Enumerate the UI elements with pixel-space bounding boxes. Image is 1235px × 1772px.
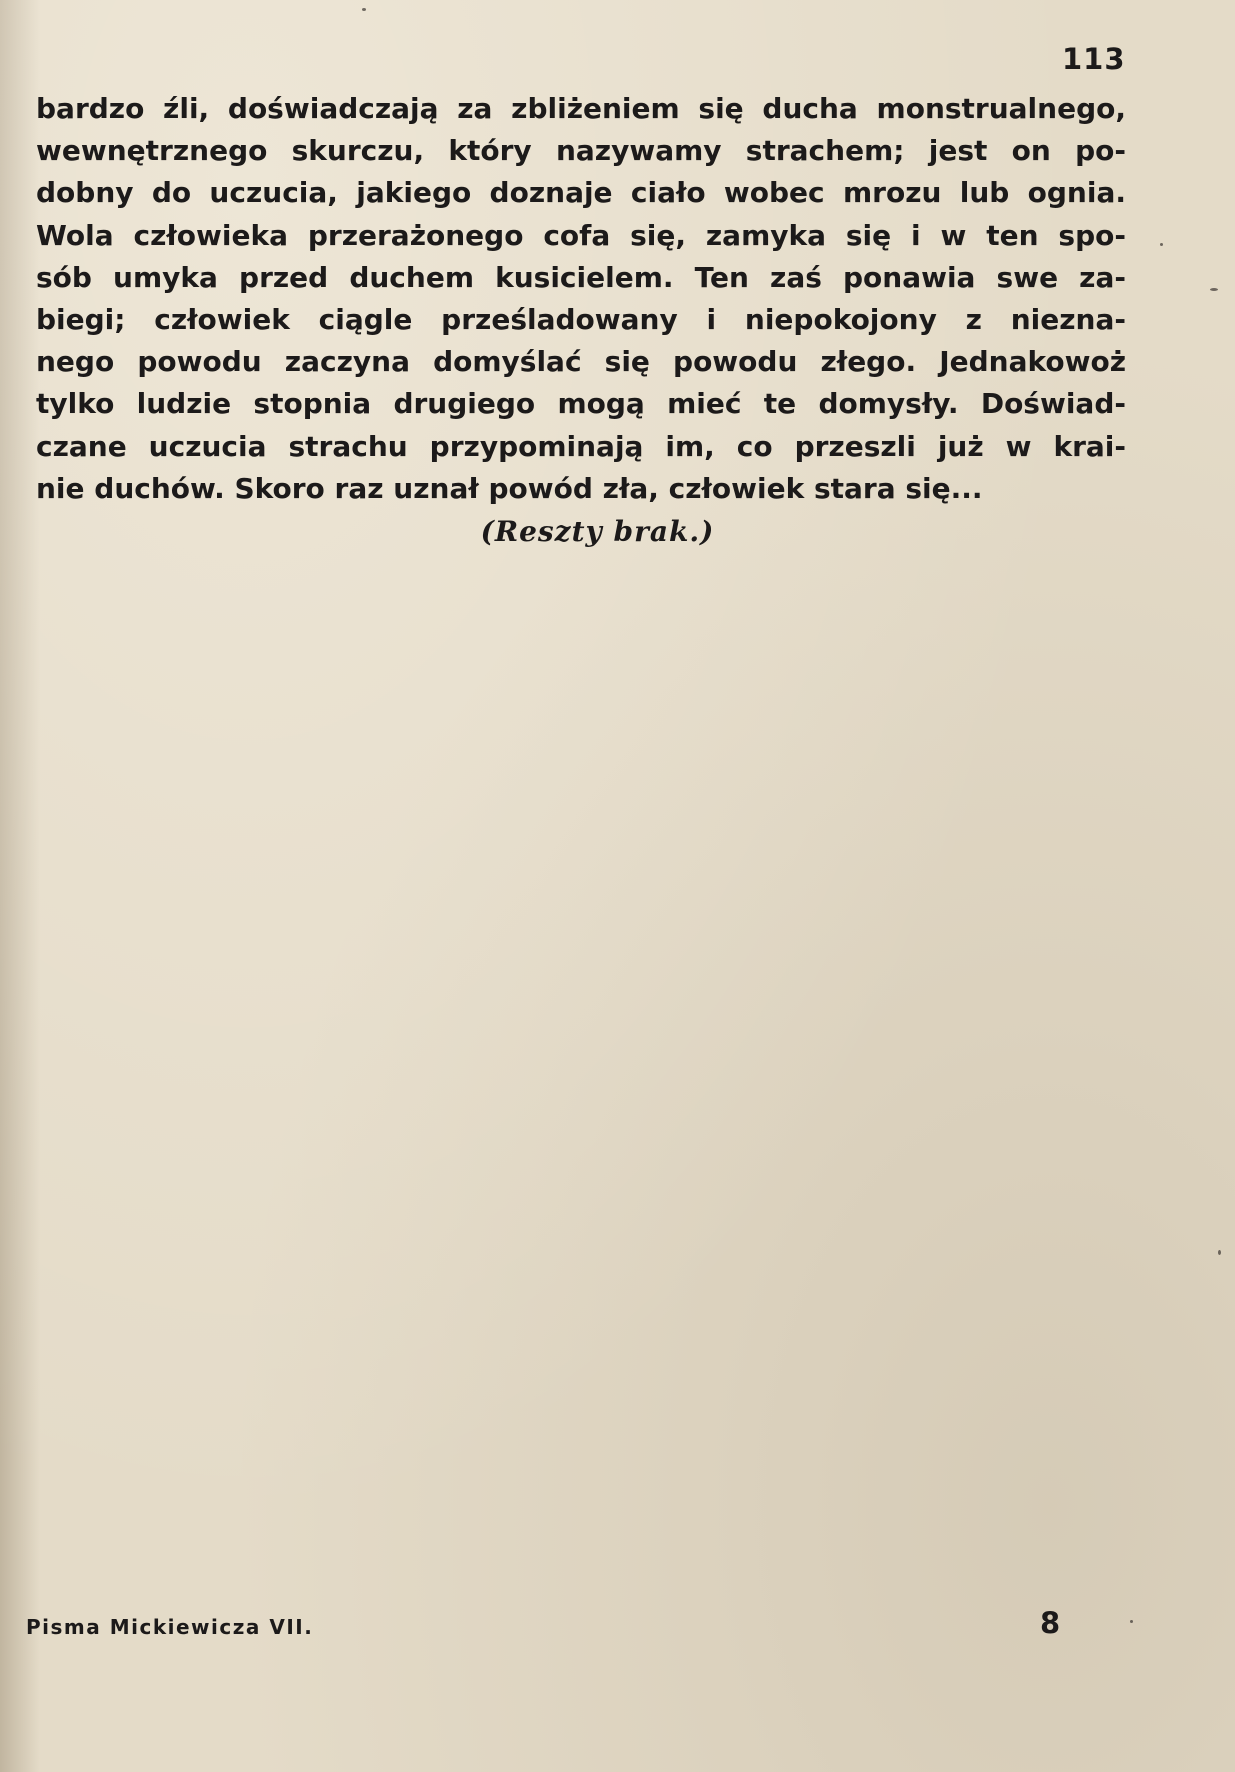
- paper-speck: [1130, 1620, 1133, 1623]
- text-line: biegi; człowiek ciągle prześladowany i niepokojony z niezna-: [36, 303, 1126, 337]
- text-line: wewnętrznego skurczu, który nazywamy strachem; jest on po-: [36, 134, 1126, 168]
- text-line: Wola człowieka przerażonego cofa się, zamyka się i w ten spo-: [36, 218, 1126, 252]
- text-line: dobny do uczucia, jakiego doznaje ciało wobec mrozu lub ognia.: [36, 176, 1126, 210]
- text-line: nego powodu zaczyna domyślać się powodu złego. Jednakowoż: [36, 345, 1126, 379]
- end-note: (Reszty brak.): [480, 515, 715, 548]
- text-line: bardzo źli, doświadczają za zbliżeniem się ducha monstrualnego,: [36, 92, 1126, 125]
- paper-speck: [1160, 243, 1163, 246]
- footer-sheet-number: 8: [1040, 1606, 1061, 1640]
- body-paragraph: [36, 88, 1126, 510]
- text-line: czane uczucia strachu przypominają im, co przeszli już w krai-: [36, 429, 1126, 463]
- text-line: tylko ludzie stopnia drugiego mogą mieć te domysły. Doświad-: [36, 387, 1126, 421]
- paper-speck: [362, 8, 366, 11]
- footer-signature: Pisma Mickiewicza VII.: [26, 1615, 314, 1639]
- paper-speck: [1218, 1250, 1221, 1255]
- page-number: 113: [1062, 42, 1126, 76]
- text-line: sób umyka przed duchem kusicielem. Ten zaś ponawia swe za-: [36, 260, 1126, 294]
- paper-speck: [1210, 288, 1218, 291]
- text-line: nie duchów. Skoro raz uznał powód zła, człowiek stara się...: [36, 471, 983, 505]
